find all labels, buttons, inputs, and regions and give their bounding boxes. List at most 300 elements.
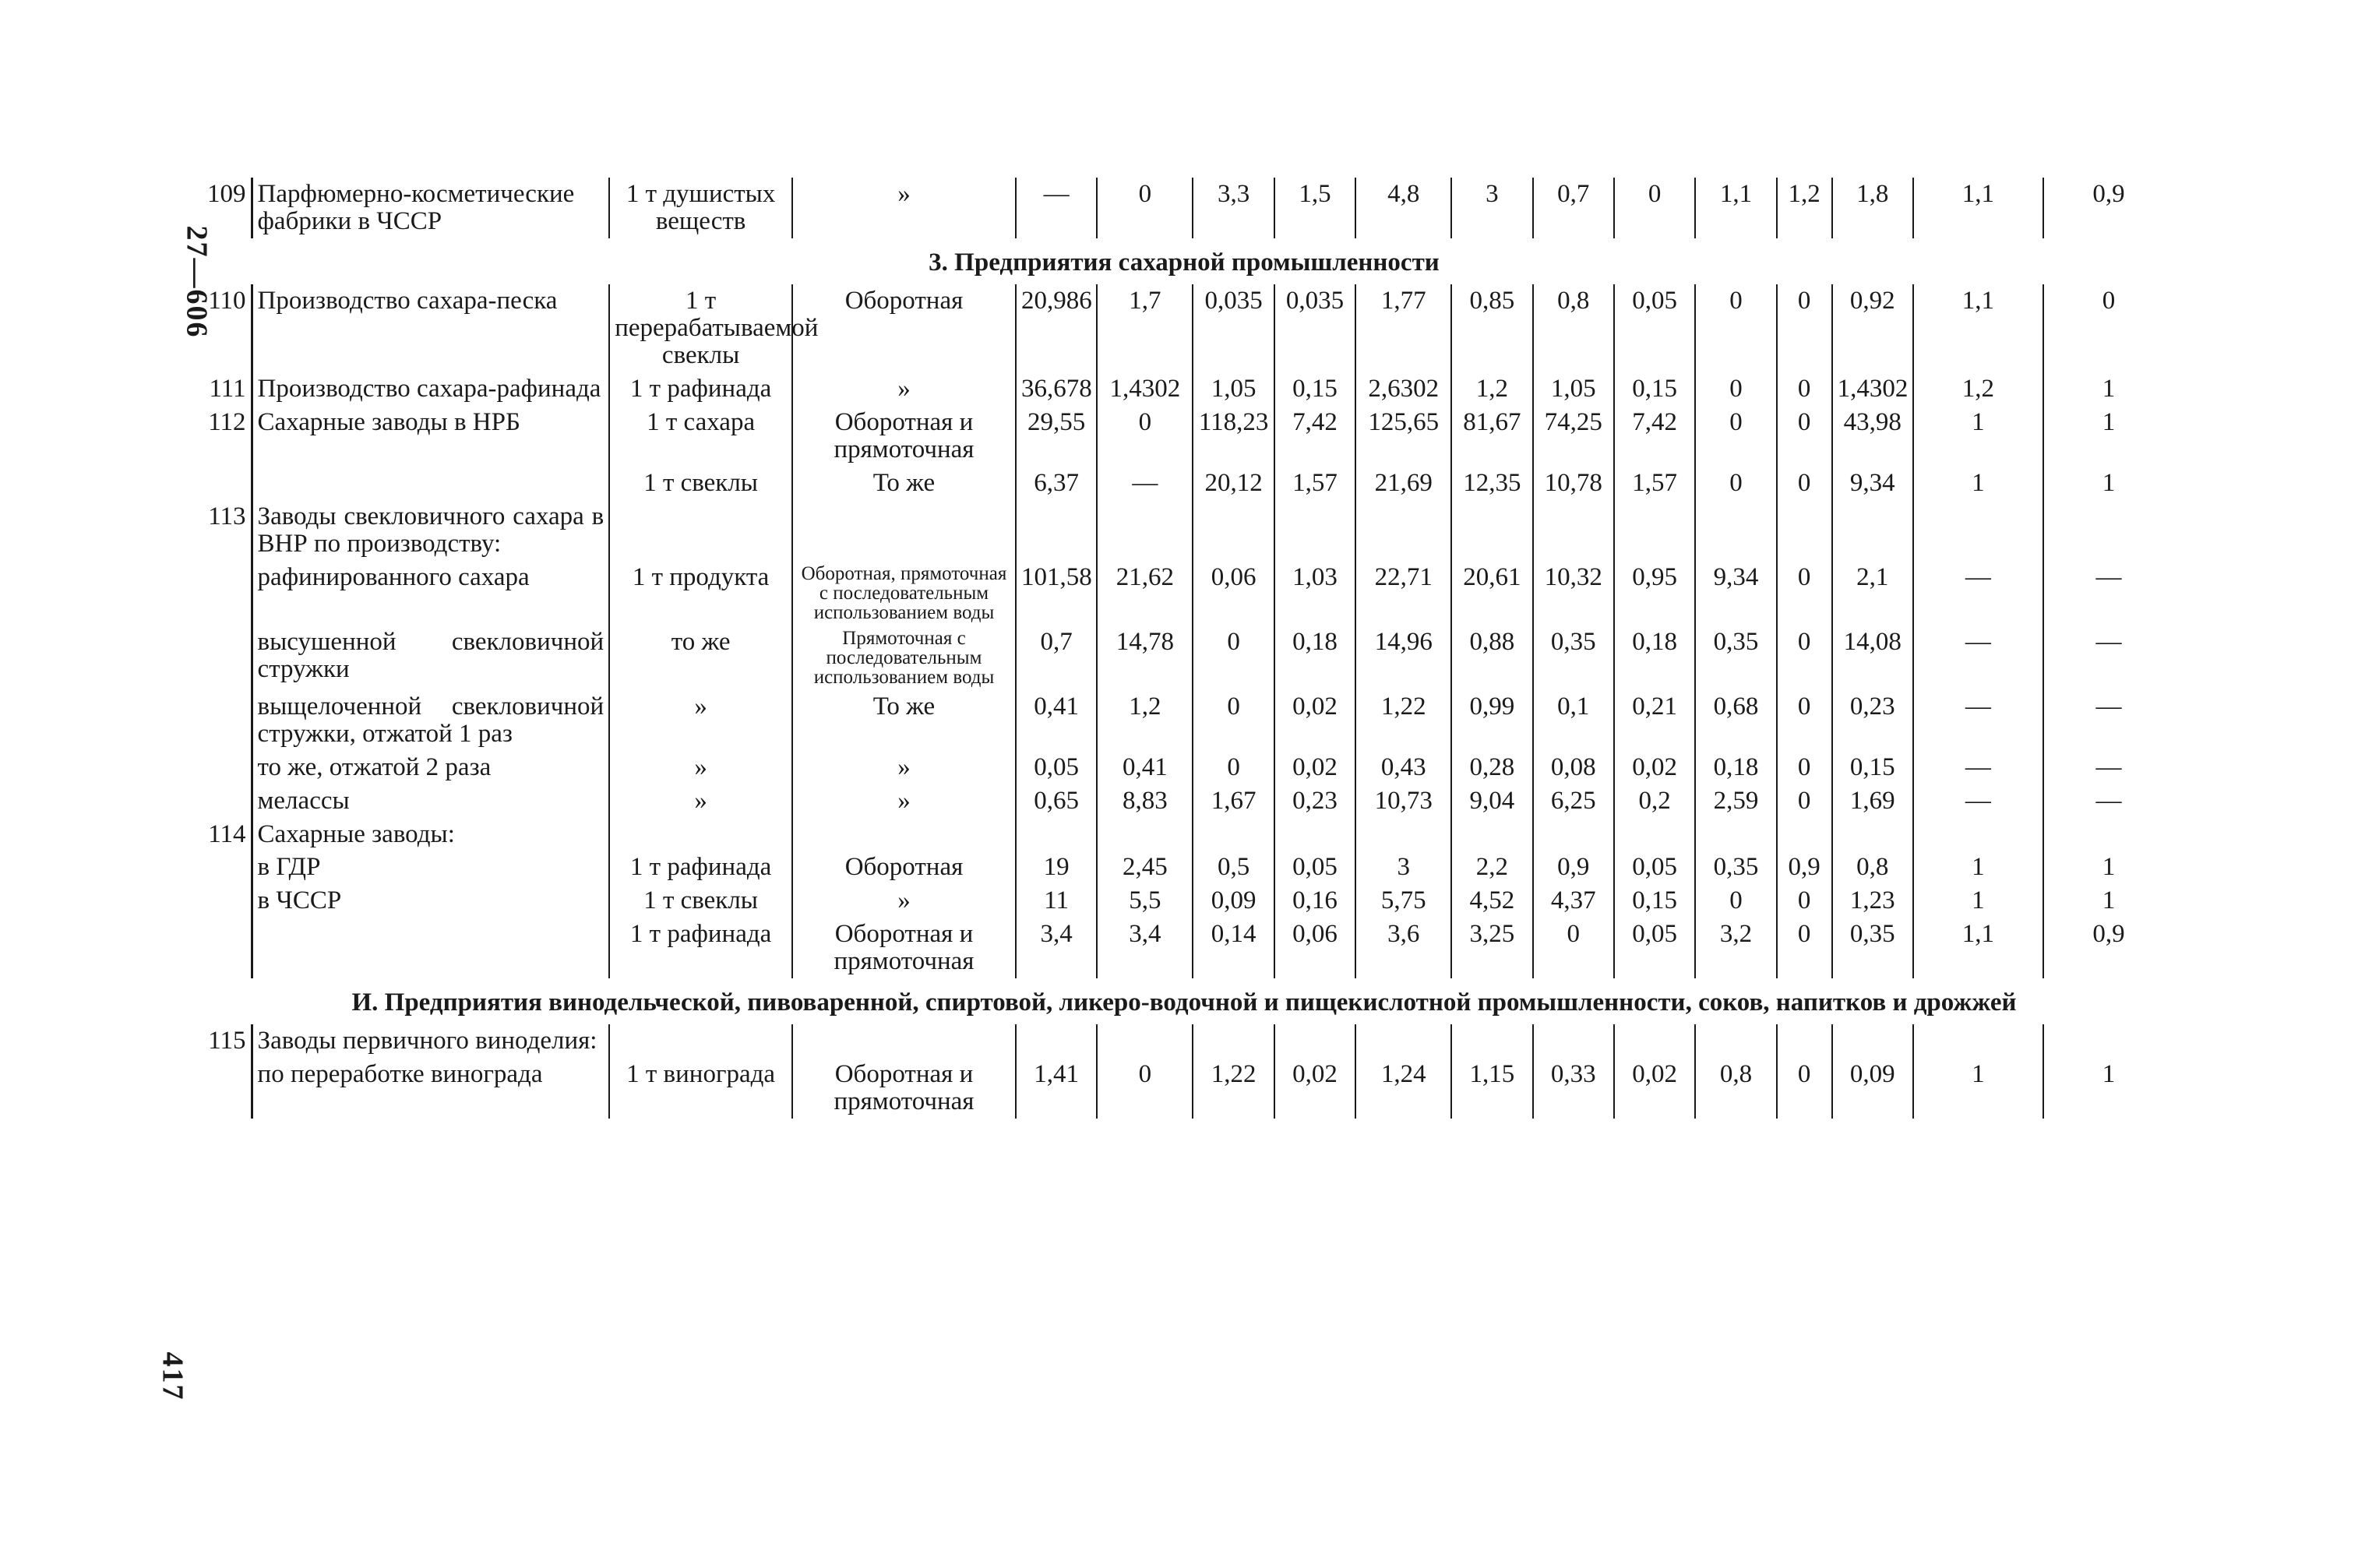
value-cell bbox=[1451, 500, 1532, 561]
value-cell: 1,15 bbox=[1451, 1058, 1532, 1119]
section-heading-sugar: 3. Предприятия сахарной промышленности bbox=[929, 248, 1440, 277]
value-cell: 0 bbox=[1533, 918, 1614, 978]
value-cell: 1 bbox=[2043, 884, 2173, 918]
table-row bbox=[195, 690, 2173, 751]
value-cell: 0,18 bbox=[1614, 625, 1695, 690]
value-cell: — bbox=[1913, 625, 2043, 690]
value-cell: 0,14 bbox=[1193, 918, 1274, 978]
value-cell: — bbox=[1913, 751, 2043, 784]
value-cell: 0 bbox=[1777, 284, 1832, 372]
value-cell: 0,035 bbox=[1193, 284, 1274, 372]
value-cell: 10,73 bbox=[1355, 784, 1451, 818]
value-cell: 2,6302 bbox=[1355, 372, 1451, 406]
value-cell: 0 bbox=[1097, 406, 1193, 467]
value-cell: 1,57 bbox=[1274, 467, 1355, 500]
value-cell: 1,22 bbox=[1193, 1058, 1274, 1119]
value-cell: 20,986 bbox=[1016, 284, 1097, 372]
value-cell bbox=[1832, 1024, 1913, 1058]
row-system: » bbox=[897, 374, 911, 403]
row-unit: 1 т рафинада bbox=[609, 918, 792, 978]
value-cell: 12,35 bbox=[1451, 467, 1532, 500]
table-row bbox=[195, 784, 2173, 818]
value-cell: 0 bbox=[1614, 178, 1695, 238]
value-cell: 3,6 bbox=[1355, 918, 1451, 978]
value-cell: — bbox=[2043, 625, 2173, 690]
value-cell: 1 bbox=[2043, 372, 2173, 406]
section-heading-wine: И. Предприятия винодельческой, пивоваренной, спиртовой, ликеро-водочной и пищекислотной промышленности, соков, напитков и дрожжей bbox=[351, 988, 2017, 1017]
value-cell: 1,2 bbox=[1777, 178, 1832, 238]
value-cell: 1,77 bbox=[1355, 284, 1451, 372]
section-row bbox=[195, 978, 2173, 1024]
row-number bbox=[195, 884, 252, 918]
value-cell: 101,58 bbox=[1016, 561, 1097, 625]
value-cell: 1,1 bbox=[1913, 178, 2043, 238]
value-cell: 19 bbox=[1016, 851, 1097, 884]
value-cell bbox=[1533, 1024, 1614, 1058]
value-cell: 7,42 bbox=[1614, 406, 1695, 467]
value-cell bbox=[1193, 1024, 1274, 1058]
value-cell: 6,25 bbox=[1533, 784, 1614, 818]
row-system: Прямоточная с последовательным использованием воды bbox=[813, 627, 995, 688]
value-cell: 4,52 bbox=[1451, 884, 1532, 918]
row-number: 112 bbox=[195, 406, 252, 467]
value-cell bbox=[1355, 818, 1451, 851]
row-unit: 1 т винограда bbox=[609, 1058, 792, 1119]
value-cell: 1 bbox=[1913, 851, 2043, 884]
row-unit: 1 т душистых веществ bbox=[609, 178, 792, 238]
row-system: » bbox=[897, 886, 911, 915]
value-cell: 0,18 bbox=[1695, 751, 1776, 784]
value-cell: 0 bbox=[1097, 1058, 1193, 1119]
value-cell: 0 bbox=[1777, 406, 1832, 467]
value-cell: 0,95 bbox=[1614, 561, 1695, 625]
value-cell: 0,02 bbox=[1614, 1058, 1695, 1119]
value-cell: 0,05 bbox=[1016, 751, 1097, 784]
value-cell: 0,5 bbox=[1193, 851, 1274, 884]
row-name: Заводы первичного виноделия: bbox=[257, 1027, 597, 1055]
row-number: 113 bbox=[195, 500, 252, 561]
value-cell: 5,5 bbox=[1097, 884, 1193, 918]
value-cell: 3,4 bbox=[1016, 918, 1097, 978]
row-number bbox=[195, 561, 252, 625]
value-cell: 14,96 bbox=[1355, 625, 1451, 690]
value-cell: 74,25 bbox=[1533, 406, 1614, 467]
value-cell: 3,3 bbox=[1193, 178, 1274, 238]
value-cell bbox=[1614, 1024, 1695, 1058]
value-cell: 9,34 bbox=[1832, 467, 1913, 500]
value-cell bbox=[2043, 818, 2173, 851]
value-cell: 81,67 bbox=[1451, 406, 1532, 467]
table-row bbox=[195, 178, 2173, 238]
value-cell: 21,62 bbox=[1097, 561, 1193, 625]
row-unit: 1 т рафинада bbox=[609, 851, 792, 884]
value-cell: — bbox=[1913, 561, 2043, 625]
row-unit bbox=[609, 1024, 792, 1058]
value-cell: 1,69 bbox=[1832, 784, 1913, 818]
value-cell bbox=[1614, 500, 1695, 561]
row-unit bbox=[609, 500, 792, 561]
value-cell bbox=[1193, 500, 1274, 561]
row-system bbox=[792, 500, 1016, 561]
value-cell: 0,41 bbox=[1016, 690, 1097, 751]
value-cell bbox=[1355, 500, 1451, 561]
value-cell: 0 bbox=[1695, 284, 1776, 372]
value-cell: 20,61 bbox=[1451, 561, 1532, 625]
row-system: Оборотная bbox=[844, 853, 964, 882]
value-cell: 0,09 bbox=[1193, 884, 1274, 918]
row-system bbox=[792, 818, 1016, 851]
value-cell bbox=[1913, 1024, 2043, 1058]
row-system: Оборотная и прямоточная bbox=[834, 1060, 975, 1116]
value-cell: 1,2 bbox=[1097, 690, 1193, 751]
value-cell: 1,4302 bbox=[1097, 372, 1193, 406]
row-name: рафинированного сахара bbox=[257, 562, 530, 591]
table-row bbox=[195, 500, 2173, 561]
value-cell: 14,08 bbox=[1832, 625, 1913, 690]
value-cell: 0,15 bbox=[1274, 372, 1355, 406]
value-cell: 1,8 bbox=[1832, 178, 1913, 238]
value-cell: 3 bbox=[1355, 851, 1451, 884]
value-cell bbox=[1614, 818, 1695, 851]
row-name: Сахарные заводы: bbox=[257, 819, 455, 848]
value-cell: 1,57 bbox=[1614, 467, 1695, 500]
row-unit: то же bbox=[609, 625, 792, 690]
value-cell bbox=[1097, 818, 1193, 851]
value-cell bbox=[1274, 500, 1355, 561]
value-cell: 0,7 bbox=[1533, 178, 1614, 238]
value-cell: 1,1 bbox=[1913, 284, 2043, 372]
value-cell: — bbox=[2043, 561, 2173, 625]
row-number: 109 bbox=[195, 178, 252, 238]
row-system: » bbox=[897, 180, 911, 208]
value-cell bbox=[1913, 500, 2043, 561]
table-row bbox=[195, 918, 2173, 978]
value-cell: — bbox=[2043, 690, 2173, 751]
value-cell bbox=[1355, 1024, 1451, 1058]
row-unit: » bbox=[609, 751, 792, 784]
value-cell: 0,15 bbox=[1614, 372, 1695, 406]
value-cell: 0,99 bbox=[1451, 690, 1532, 751]
value-cell bbox=[1832, 500, 1913, 561]
value-cell: 0,15 bbox=[1614, 884, 1695, 918]
value-cell: 0 bbox=[1777, 690, 1832, 751]
table-row bbox=[195, 467, 2173, 500]
table-row bbox=[195, 561, 2173, 625]
row-unit: 1 т рафинада bbox=[609, 372, 792, 406]
value-cell: 1,4302 bbox=[1832, 372, 1913, 406]
value-cell: 0,65 bbox=[1016, 784, 1097, 818]
value-cell: 0,9 bbox=[1777, 851, 1832, 884]
value-cell: 0 bbox=[1193, 625, 1274, 690]
table-row bbox=[195, 1024, 2173, 1058]
row-system: » bbox=[897, 786, 911, 815]
value-cell: 8,83 bbox=[1097, 784, 1193, 818]
value-cell: 2,59 bbox=[1695, 784, 1776, 818]
table-row bbox=[195, 284, 2173, 372]
value-cell bbox=[1777, 1024, 1832, 1058]
row-name: Производство сахара-рафинада bbox=[257, 374, 601, 403]
row-unit bbox=[609, 818, 792, 851]
value-cell: 1,05 bbox=[1193, 372, 1274, 406]
value-cell: — bbox=[1016, 178, 1097, 238]
value-cell: 0,35 bbox=[1533, 625, 1614, 690]
value-cell: 1 bbox=[2043, 467, 2173, 500]
value-cell: 0 bbox=[1695, 406, 1776, 467]
table-row bbox=[195, 1058, 2173, 1119]
value-cell: 1,7 bbox=[1097, 284, 1193, 372]
value-cell: 0,8 bbox=[1533, 284, 1614, 372]
table-row bbox=[195, 884, 2173, 918]
value-cell: 1 bbox=[1913, 406, 2043, 467]
row-system bbox=[792, 1024, 1016, 1058]
value-cell: 0,02 bbox=[1274, 1058, 1355, 1119]
value-cell bbox=[1913, 818, 2043, 851]
value-cell bbox=[1777, 500, 1832, 561]
value-cell: 0,06 bbox=[1193, 561, 1274, 625]
value-cell: 0,05 bbox=[1614, 918, 1695, 978]
value-cell: 9,34 bbox=[1695, 561, 1776, 625]
value-cell: 0,1 bbox=[1533, 690, 1614, 751]
row-unit: » bbox=[609, 690, 792, 751]
value-cell: 2,45 bbox=[1097, 851, 1193, 884]
value-cell: 0 bbox=[1777, 561, 1832, 625]
value-cell: — bbox=[2043, 751, 2173, 784]
value-cell: 0,8 bbox=[1695, 1058, 1776, 1119]
value-cell bbox=[1832, 818, 1913, 851]
value-cell: 0,15 bbox=[1832, 751, 1913, 784]
row-name: по переработке винограда bbox=[257, 1060, 543, 1089]
value-cell: 0 bbox=[1777, 784, 1832, 818]
value-cell: 1,03 bbox=[1274, 561, 1355, 625]
value-cell: 0 bbox=[1695, 884, 1776, 918]
value-cell: 0,85 bbox=[1451, 284, 1532, 372]
value-cell: — bbox=[1913, 690, 2043, 751]
value-cell: 0,35 bbox=[1695, 625, 1776, 690]
value-cell bbox=[1193, 818, 1274, 851]
value-cell: 0,2 bbox=[1614, 784, 1695, 818]
value-cell bbox=[1097, 1024, 1193, 1058]
value-cell: 0,9 bbox=[2043, 178, 2173, 238]
row-name: мелассы bbox=[257, 786, 350, 815]
value-cell: 1,23 bbox=[1832, 884, 1913, 918]
value-cell: 0 bbox=[1777, 467, 1832, 500]
row-number bbox=[195, 690, 252, 751]
value-cell: 4,8 bbox=[1355, 178, 1451, 238]
row-system: Оборотная bbox=[844, 286, 964, 315]
value-cell: 36,678 bbox=[1016, 372, 1097, 406]
value-cell: 1,1 bbox=[1913, 918, 2043, 978]
value-cell: 0,08 bbox=[1533, 751, 1614, 784]
value-cell: 3 bbox=[1451, 178, 1532, 238]
value-cell: 0,16 bbox=[1274, 884, 1355, 918]
value-cell: 9,04 bbox=[1451, 784, 1532, 818]
value-cell bbox=[1695, 1024, 1776, 1058]
row-unit: 1 т перерабатываемой свеклы bbox=[609, 284, 792, 372]
value-cell: 0 bbox=[1097, 178, 1193, 238]
row-name: выщелоченной свекловичной стружки, отжатой 1 раз bbox=[257, 692, 604, 748]
row-number bbox=[195, 851, 252, 884]
value-cell: 1,2 bbox=[1451, 372, 1532, 406]
row-unit: 1 т продукта bbox=[609, 561, 792, 625]
value-cell bbox=[1274, 1024, 1355, 1058]
value-cell: 0,92 bbox=[1832, 284, 1913, 372]
row-number bbox=[195, 467, 252, 500]
row-number: 114 bbox=[195, 818, 252, 851]
value-cell bbox=[1777, 818, 1832, 851]
value-cell: 0 bbox=[1777, 625, 1832, 690]
value-cell bbox=[2043, 1024, 2173, 1058]
row-name: Сахарные заводы в НРБ bbox=[257, 407, 520, 436]
page-number: 417 bbox=[156, 1351, 189, 1401]
value-cell: 0,23 bbox=[1274, 784, 1355, 818]
row-name: в ЧССР bbox=[257, 886, 342, 915]
value-cell bbox=[1016, 1024, 1097, 1058]
value-cell: 0,7 bbox=[1016, 625, 1097, 690]
value-cell: 0 bbox=[1193, 751, 1274, 784]
row-name: высушенной свекловичной стружки bbox=[257, 627, 604, 683]
row-number: 115 bbox=[195, 1024, 252, 1058]
value-cell: 0,21 bbox=[1614, 690, 1695, 751]
value-cell: — bbox=[1097, 467, 1193, 500]
value-cell: 0,05 bbox=[1614, 851, 1695, 884]
value-cell: 0 bbox=[2043, 284, 2173, 372]
row-number bbox=[195, 784, 252, 818]
row-unit: 1 т свеклы bbox=[609, 884, 792, 918]
value-cell: 0,02 bbox=[1614, 751, 1695, 784]
value-cell: 1,41 bbox=[1016, 1058, 1097, 1119]
row-name: Заводы свекловичного сахара в ВНР по производству: bbox=[257, 502, 604, 558]
value-cell: 0,18 bbox=[1274, 625, 1355, 690]
value-cell bbox=[1274, 818, 1355, 851]
value-cell: 0,88 bbox=[1451, 625, 1532, 690]
table-row bbox=[195, 851, 2173, 884]
row-unit: 1 т свеклы bbox=[609, 467, 792, 500]
value-cell: 1,05 bbox=[1533, 372, 1614, 406]
row-name: то же, отжатой 2 раза bbox=[257, 752, 492, 781]
value-cell: — bbox=[1913, 784, 2043, 818]
row-system: То же bbox=[872, 692, 936, 721]
value-cell: 14,78 bbox=[1097, 625, 1193, 690]
row-system: Оборотная, прямоточная с последовательным использованием воды bbox=[801, 562, 1007, 623]
value-cell: 1 bbox=[1913, 1058, 2043, 1119]
value-cell bbox=[1695, 500, 1776, 561]
value-cell: 0,23 bbox=[1832, 690, 1913, 751]
value-cell: 0 bbox=[1695, 467, 1776, 500]
value-cell: 0,35 bbox=[1832, 918, 1913, 978]
row-name: в ГДР bbox=[257, 853, 321, 882]
value-cell: 0,33 bbox=[1533, 1058, 1614, 1119]
value-cell: 1,67 bbox=[1193, 784, 1274, 818]
value-cell: 1,22 bbox=[1355, 690, 1451, 751]
value-cell bbox=[1451, 1024, 1532, 1058]
value-cell: 3,25 bbox=[1451, 918, 1532, 978]
value-cell: 22,71 bbox=[1355, 561, 1451, 625]
value-cell: 0 bbox=[1695, 372, 1776, 406]
value-cell: 0 bbox=[1777, 884, 1832, 918]
row-number bbox=[195, 1058, 252, 1119]
value-cell: 6,37 bbox=[1016, 467, 1097, 500]
value-cell: 0,05 bbox=[1274, 851, 1355, 884]
row-name: Производство сахара-песка bbox=[257, 286, 558, 315]
value-cell: 1 bbox=[2043, 406, 2173, 467]
row-unit: » bbox=[609, 784, 792, 818]
value-cell: 7,42 bbox=[1274, 406, 1355, 467]
row-system: Оборотная и прямоточная bbox=[834, 920, 975, 976]
value-cell: 0,9 bbox=[1533, 851, 1614, 884]
value-cell: 1 bbox=[1913, 467, 2043, 500]
value-cell: 10,78 bbox=[1533, 467, 1614, 500]
value-cell: 118,23 bbox=[1193, 406, 1274, 467]
row-number bbox=[195, 625, 252, 690]
table-row bbox=[195, 625, 2173, 690]
value-cell: 0,28 bbox=[1451, 751, 1532, 784]
value-cell: 29,55 bbox=[1016, 406, 1097, 467]
row-number bbox=[195, 751, 252, 784]
page-side-label-top: 27—606 bbox=[180, 225, 213, 339]
value-cell: 2,2 bbox=[1451, 851, 1532, 884]
table-row bbox=[195, 406, 2173, 467]
value-cell: 4,37 bbox=[1533, 884, 1614, 918]
value-cell: 21,69 bbox=[1355, 467, 1451, 500]
value-cell: 0 bbox=[1193, 690, 1274, 751]
table-row bbox=[195, 751, 2173, 784]
value-cell: 0,05 bbox=[1614, 284, 1695, 372]
value-cell bbox=[1016, 500, 1097, 561]
data-table bbox=[195, 178, 2173, 1119]
row-number: 111 bbox=[195, 372, 252, 406]
value-cell: 0 bbox=[1777, 1058, 1832, 1119]
value-cell: 0,02 bbox=[1274, 690, 1355, 751]
row-name bbox=[252, 918, 609, 978]
value-cell bbox=[1097, 500, 1193, 561]
row-number: 110 bbox=[195, 284, 252, 372]
table-row bbox=[195, 818, 2173, 851]
value-cell bbox=[1451, 818, 1532, 851]
row-number bbox=[195, 918, 252, 978]
value-cell: 1,5 bbox=[1274, 178, 1355, 238]
row-name bbox=[252, 467, 609, 500]
row-system: Оборотная и прямоточная bbox=[834, 407, 975, 463]
value-cell: 0 bbox=[1777, 372, 1832, 406]
value-cell: 0 bbox=[1777, 918, 1832, 978]
value-cell: 10,32 bbox=[1533, 561, 1614, 625]
row-system: То же bbox=[872, 468, 936, 497]
value-cell: 0,68 bbox=[1695, 690, 1776, 751]
value-cell: 1 bbox=[1913, 884, 2043, 918]
value-cell bbox=[1695, 818, 1776, 851]
value-cell: 3,2 bbox=[1695, 918, 1776, 978]
value-cell bbox=[2043, 500, 2173, 561]
value-cell: 1,24 bbox=[1355, 1058, 1451, 1119]
value-cell: 20,12 bbox=[1193, 467, 1274, 500]
value-cell: 11 bbox=[1016, 884, 1097, 918]
value-cell: 0,09 bbox=[1832, 1058, 1913, 1119]
value-cell: 125,65 bbox=[1355, 406, 1451, 467]
value-cell: 5,75 bbox=[1355, 884, 1451, 918]
value-cell bbox=[1533, 818, 1614, 851]
value-cell: 0,02 bbox=[1274, 751, 1355, 784]
row-name: Парфюмерно-косметические фабрики в ЧССР bbox=[257, 180, 575, 235]
value-cell: 1,2 bbox=[1913, 372, 2043, 406]
value-cell: 0,06 bbox=[1274, 918, 1355, 978]
value-cell bbox=[1016, 818, 1097, 851]
value-cell: 0 bbox=[1777, 751, 1832, 784]
value-cell: 0,035 bbox=[1274, 284, 1355, 372]
value-cell: 0,35 bbox=[1695, 851, 1776, 884]
table-row bbox=[195, 372, 2173, 406]
value-cell: 0,43 bbox=[1355, 751, 1451, 784]
value-cell: 1 bbox=[2043, 1058, 2173, 1119]
